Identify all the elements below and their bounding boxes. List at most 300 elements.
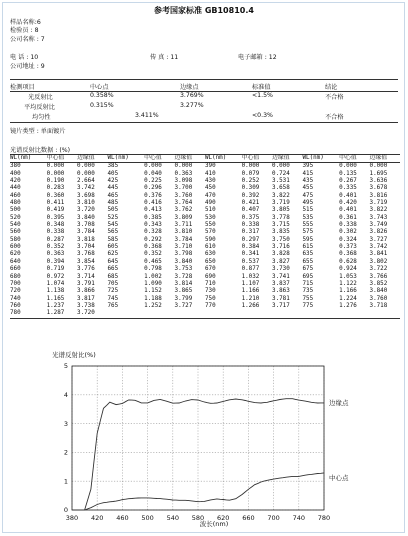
table-cell: 0.317 xyxy=(241,229,260,236)
table-cell: 765 xyxy=(107,302,119,309)
table-cell: 0.000 xyxy=(77,170,95,177)
table-cell: 3.840 xyxy=(174,258,193,265)
table-cell: 0.341 xyxy=(241,251,260,258)
table-cell: 0.000 xyxy=(241,163,260,170)
table-cell: 3.711 xyxy=(174,222,193,229)
table-cell: 0.296 xyxy=(144,185,162,192)
table-cell: 0.416 xyxy=(144,200,162,207)
table-cell: 715 xyxy=(302,280,314,287)
table-cell: 0.413 xyxy=(144,207,162,214)
table-cell: 730 xyxy=(205,288,216,295)
x-tick-label: 580 xyxy=(191,514,205,522)
table-cell: 3.742 xyxy=(77,185,95,192)
table-cell: 3.715 xyxy=(272,222,290,229)
table-cell: 3.841 xyxy=(369,251,388,258)
table-cell: 670 xyxy=(205,266,216,273)
table-cell: 465 xyxy=(107,192,119,199)
summary-header-center: 中心点 xyxy=(90,84,109,91)
table-cell: 0.135 xyxy=(339,170,357,177)
table-cell: 415 xyxy=(302,170,314,177)
summary-cell: 平均反射比 xyxy=(24,104,55,111)
table-cell: 3.531 xyxy=(272,178,290,185)
table-cell: 3.784 xyxy=(77,229,95,236)
table-cell: 0.368 xyxy=(339,251,357,258)
table-cell: 750 xyxy=(205,295,216,302)
table-cell: 0.465 xyxy=(144,258,162,265)
table-cell: 0.302 xyxy=(339,229,357,236)
table-cell: 700 xyxy=(10,280,21,287)
table-cell: 620 xyxy=(10,251,21,258)
table-cell: 0.335 xyxy=(339,185,357,192)
table-header-cell: 中心值 xyxy=(241,155,260,161)
table-cell: 0.352 xyxy=(46,244,65,251)
table-cell: 0.000 xyxy=(369,163,388,170)
table-header-cell: WL(nm) xyxy=(107,155,129,161)
table-cell: 3.714 xyxy=(77,273,95,280)
plot-border xyxy=(72,366,324,510)
table-cell: 630 xyxy=(205,251,216,258)
summary-cell: 3.411% xyxy=(135,112,159,119)
table-cell: 0.348 xyxy=(46,222,65,229)
table-cell: 3.810 xyxy=(174,229,193,236)
summary-cell: 均匀性 xyxy=(32,114,51,121)
table-cell: 385 xyxy=(107,163,119,170)
table-cell: 420 xyxy=(10,178,21,185)
table-cell: 3.760 xyxy=(174,192,193,199)
table-cell: 3.098 xyxy=(174,178,193,185)
table-cell: 3.730 xyxy=(272,266,290,273)
x-tick-label: 380 xyxy=(65,514,79,522)
table-cell: 510 xyxy=(205,207,216,214)
table-cell: 1.138 xyxy=(46,288,65,295)
table-cell: 1.002 xyxy=(144,273,162,280)
table-cell: 485 xyxy=(107,200,119,207)
table-cell: 3.753 xyxy=(174,266,193,273)
table-cell: 0.363 xyxy=(46,251,65,258)
table-cell: 1.032 xyxy=(241,273,260,280)
table-cell: 675 xyxy=(302,266,314,273)
table-cell: 3.743 xyxy=(369,214,388,221)
report-title: 参考国家标准 GB10810.4 xyxy=(154,6,254,15)
table-cell: 770 xyxy=(205,302,216,309)
table-cell: 685 xyxy=(107,273,119,280)
table-cell: 690 xyxy=(205,273,216,280)
table-cell: 3.778 xyxy=(272,214,290,221)
table-cell: 430 xyxy=(205,178,216,185)
table-cell: 1.224 xyxy=(339,295,357,302)
table-header-cell: 边缘值 xyxy=(272,155,290,161)
table-cell: 3.718 xyxy=(369,302,388,309)
table-cell: 590 xyxy=(205,236,216,243)
table-cell: 3.827 xyxy=(272,258,290,265)
table-cell: 0.401 xyxy=(339,192,357,199)
table-cell: 3.865 xyxy=(174,288,193,295)
table-cell: 0.407 xyxy=(241,207,260,214)
table-cell: 0.283 xyxy=(46,185,65,192)
y-tick-label: 4 xyxy=(63,391,68,399)
table-cell: 560 xyxy=(10,229,21,236)
table-cell: 775 xyxy=(302,302,314,309)
table-cell: 0.361 xyxy=(339,214,357,221)
table-cell: 0.877 xyxy=(241,266,260,273)
table-cell: 0.297 xyxy=(241,236,260,243)
postal: 电子邮箱 : 12 xyxy=(238,54,277,61)
x-tick-label: 660 xyxy=(242,514,255,522)
summary-header-conclusion: 结论 xyxy=(325,84,338,91)
table-cell: 1.188 xyxy=(144,295,162,302)
company-name: 公司名称 : 7 xyxy=(10,35,45,43)
table-cell: 3.698 xyxy=(77,192,95,199)
table-cell: 3.866 xyxy=(77,288,95,295)
x-tick-label: 700 xyxy=(267,514,280,522)
table-cell: 440 xyxy=(10,185,21,192)
legend-edge: 边缘点 xyxy=(329,399,349,407)
table-cell: 0.000 xyxy=(144,163,162,170)
x-tick-label: 620 xyxy=(216,514,230,522)
table-cell: 1.266 xyxy=(241,302,260,309)
table-cell: 0.375 xyxy=(241,214,260,221)
summary-header-standard: 标准值 xyxy=(252,84,271,91)
summary-cell: 3.769% xyxy=(180,92,204,99)
table-cell: 1.122 xyxy=(339,280,357,287)
table-cell: 0.000 xyxy=(272,163,290,170)
table-cell: 680 xyxy=(10,273,21,280)
table-cell: 1.210 xyxy=(241,295,260,302)
table-header-cell: 中心值 xyxy=(339,155,357,161)
table-cell: 570 xyxy=(205,229,216,236)
table-cell: 540 xyxy=(10,222,21,229)
table-cell: 3.822 xyxy=(369,207,388,214)
table-cell: 0.267 xyxy=(339,178,357,185)
table-cell: 0.352 xyxy=(144,251,162,258)
table-cell: 635 xyxy=(302,251,314,258)
x-tick-label: 460 xyxy=(116,514,129,522)
table-cell: 1.237 xyxy=(46,302,65,309)
table-cell: 380 xyxy=(10,163,21,170)
phone: 电 话 : 10 xyxy=(10,54,39,61)
table-cell: 3.716 xyxy=(272,244,290,251)
table-cell: 1.166 xyxy=(241,288,260,295)
table-cell: 600 xyxy=(10,244,21,251)
table-cell: 515 xyxy=(302,207,314,214)
table-header-cell: WL(nm) xyxy=(10,155,32,161)
x-tick-label: 420 xyxy=(90,514,104,522)
table-cell: 720 xyxy=(10,288,21,295)
table-cell: 780 xyxy=(10,310,21,317)
table-cell: 3.710 xyxy=(174,244,193,251)
table-cell: 3.742 xyxy=(369,244,388,251)
table-cell: 615 xyxy=(302,244,314,251)
table-cell: 0.401 xyxy=(339,207,357,214)
table-cell: 0.343 xyxy=(144,222,162,229)
table-cell: 3.826 xyxy=(369,229,388,236)
x-tick-label: 740 xyxy=(292,514,306,522)
table-cell: 3.760 xyxy=(369,295,388,302)
table-cell: 0.373 xyxy=(339,244,357,251)
table-cell: 0.328 xyxy=(144,229,162,236)
table-cell: 0.338 xyxy=(46,229,65,236)
table-cell: 610 xyxy=(205,244,216,251)
table-cell: 0.000 xyxy=(46,163,65,170)
table-cell: 3.816 xyxy=(369,192,388,199)
chart-axes xyxy=(64,362,330,522)
table-cell: 0.000 xyxy=(339,163,357,170)
y-tick-label: 5 xyxy=(63,362,68,371)
table-cell: 3.720 xyxy=(77,207,95,214)
x-tick-label: 780 xyxy=(317,514,331,522)
table-cell: 410 xyxy=(205,170,216,177)
table-header-cell: 边缘值 xyxy=(77,155,95,161)
table-cell: 625 xyxy=(107,251,119,258)
table-cell: 525 xyxy=(107,214,119,221)
table-cell: 3.766 xyxy=(369,273,388,280)
summary-cell: 不合格 xyxy=(325,114,344,121)
table-cell: 400 xyxy=(10,170,21,177)
sample-name: 样品名称:6 xyxy=(10,19,41,26)
table-cell: 390 xyxy=(205,163,216,170)
table-cell: 575 xyxy=(302,229,314,236)
legend-center: 中心点 xyxy=(329,474,349,482)
table-cell: 0.000 xyxy=(77,163,95,170)
summary-cell: <0.3% xyxy=(252,112,273,119)
table-cell: 3.805 xyxy=(272,207,290,214)
table-cell: 580 xyxy=(10,236,21,243)
table-cell: 710 xyxy=(205,280,216,287)
table-cell: 3.741 xyxy=(272,273,290,280)
table-cell: 3.749 xyxy=(369,222,388,229)
table-cell: 3.784 xyxy=(174,236,193,243)
table-cell: 0.392 xyxy=(241,192,260,199)
lens-type: 镜片类型 : 单面镀片 xyxy=(10,128,66,135)
inspector: 检验员 : 8 xyxy=(10,27,39,35)
summary-cell: 0.315% xyxy=(90,102,114,109)
table-cell: 3.791 xyxy=(77,280,95,287)
table-cell: 3.708 xyxy=(77,222,95,229)
table-cell: 565 xyxy=(107,229,119,236)
table-cell: 460 xyxy=(10,192,21,199)
table-cell: 3.727 xyxy=(369,236,388,243)
table-cell: 0.338 xyxy=(339,222,357,229)
chart-lines xyxy=(72,399,324,510)
table-cell: 655 xyxy=(302,258,314,265)
table-cell: 0.225 xyxy=(144,178,162,185)
summary-cell: 不合格 xyxy=(325,94,344,101)
table-cell: 535 xyxy=(302,214,314,221)
table-cell: 480 xyxy=(10,200,21,207)
table-cell: 0.287 xyxy=(46,236,65,243)
table-cell: 1.695 xyxy=(369,170,388,177)
table-cell: 3.768 xyxy=(77,251,95,258)
table-cell: 445 xyxy=(107,185,119,192)
fax: 传 真 : 11 xyxy=(150,54,179,61)
table-cell: 1.090 xyxy=(144,280,162,287)
table-cell: 3.704 xyxy=(77,244,95,251)
table-cell: 3.738 xyxy=(77,302,95,309)
table-cell: 3.828 xyxy=(272,251,290,258)
table-cell: 665 xyxy=(107,266,119,273)
table-cell: 520 xyxy=(10,214,21,221)
summary-cell: 3.277% xyxy=(180,102,204,109)
series-line-0 xyxy=(72,399,324,510)
table-cell: 660 xyxy=(10,266,21,273)
y-tick-label: 3 xyxy=(63,419,68,428)
table-cell: 2.664 xyxy=(77,178,95,185)
table-cell: 735 xyxy=(302,288,314,295)
table-cell: 475 xyxy=(302,192,314,199)
table-cell: 0.411 xyxy=(46,200,65,207)
table-cell: 0.384 xyxy=(241,244,260,251)
table-cell: 3.636 xyxy=(369,178,388,185)
table-cell: 760 xyxy=(10,302,21,309)
table-cell: 0.798 xyxy=(144,266,162,273)
table-cell: 500 xyxy=(10,207,21,214)
table-cell: 455 xyxy=(302,185,314,192)
table-cell: 405 xyxy=(107,170,119,177)
table-header-cell: WL(nm) xyxy=(302,155,324,161)
table-cell: 3.717 xyxy=(272,302,290,309)
data-title: 光谱反射比数据 : (%) xyxy=(10,147,71,154)
table-cell: 0.309 xyxy=(241,185,260,192)
table-cell: 3.781 xyxy=(272,295,290,302)
y-tick-label: 0 xyxy=(63,506,68,515)
table-cell: 0.360 xyxy=(46,192,65,199)
table-cell: 3.817 xyxy=(77,295,95,302)
table-cell: 550 xyxy=(205,222,216,229)
table-cell: 0.385 xyxy=(144,214,162,221)
table-cell: 530 xyxy=(205,214,216,221)
table-cell: 0.419 xyxy=(46,207,65,214)
table-cell: 645 xyxy=(107,258,119,265)
table-cell: 0.040 xyxy=(144,170,162,177)
table-cell: 640 xyxy=(10,258,21,265)
table-cell: 3.799 xyxy=(174,295,193,302)
table-header-cell: 边缘值 xyxy=(369,155,388,161)
table-cell: 3.750 xyxy=(272,236,290,243)
table-cell: 3.776 xyxy=(77,266,95,273)
table-cell: 3.809 xyxy=(174,214,193,221)
table-cell: 0.719 xyxy=(46,266,65,273)
table-cell: 3.852 xyxy=(369,280,388,287)
x-tick-label: 540 xyxy=(166,514,180,522)
table-cell: 1.166 xyxy=(339,288,357,295)
table-header-cell: WL(nm) xyxy=(205,155,227,161)
table-cell: 3.678 xyxy=(369,185,388,192)
table-cell: 0.972 xyxy=(46,273,65,280)
table-cell: 1.252 xyxy=(144,302,162,309)
table-cell: 0.000 xyxy=(174,163,193,170)
table-cell: 755 xyxy=(302,295,314,302)
table-cell: 3.835 xyxy=(272,229,290,236)
summary-header-edge: 边缘点 xyxy=(180,84,199,91)
table-cell: 3.762 xyxy=(174,207,193,214)
table-cell: 3.840 xyxy=(77,214,95,221)
table-cell: 545 xyxy=(107,222,119,229)
table-cell: 1.107 xyxy=(241,280,260,287)
table-cell: 1.287 xyxy=(46,310,65,317)
table-cell: 740 xyxy=(10,295,21,302)
table-cell: 725 xyxy=(107,288,119,295)
chart-ylabel: 光谱反射比(%) xyxy=(52,351,96,359)
table-cell: 3.728 xyxy=(174,273,193,280)
table-cell: 470 xyxy=(205,192,216,199)
table-cell: 3.840 xyxy=(369,288,388,295)
table-cell: 425 xyxy=(107,178,119,185)
table-cell: 3.658 xyxy=(272,185,290,192)
table-cell: 1.053 xyxy=(339,273,357,280)
table-cell: 555 xyxy=(302,222,314,229)
table-cell: 3.798 xyxy=(174,251,193,258)
table-cell: 705 xyxy=(107,280,119,287)
table-cell: 595 xyxy=(302,236,314,243)
table-header-cell: 中心值 xyxy=(46,155,65,161)
table-cell: 0.338 xyxy=(241,222,260,229)
company-address: 公司地址 : 9 xyxy=(10,63,45,70)
table-header-cell: 边缘值 xyxy=(174,155,193,161)
chart-xlabel: 波长(nm) xyxy=(199,520,229,528)
summary-cell: 光反射比 xyxy=(28,94,53,101)
table-cell: 0.420 xyxy=(339,200,357,207)
chart-grid xyxy=(72,366,324,510)
table-cell: 3.802 xyxy=(369,258,388,265)
table-cell: 3.722 xyxy=(369,266,388,273)
table-cell: 3.700 xyxy=(174,185,193,192)
table-cell: 0.252 xyxy=(241,178,260,185)
table-cell: 3.818 xyxy=(77,236,95,243)
table-cell: 1.165 xyxy=(46,295,65,302)
table-cell: 0.537 xyxy=(241,258,260,265)
y-tick-label: 1 xyxy=(63,477,68,486)
summary-cell: 0.358% xyxy=(90,92,114,99)
table-cell: 3.719 xyxy=(369,200,388,207)
table-cell: 695 xyxy=(302,273,314,280)
table-cell: 0.324 xyxy=(339,236,357,243)
x-tick-label: 500 xyxy=(141,514,154,522)
table-cell: 3.837 xyxy=(272,280,290,287)
table-cell: 0.724 xyxy=(272,170,290,177)
table-cell: 605 xyxy=(107,244,119,251)
table-cell: 3.764 xyxy=(174,200,193,207)
table-cell: 0.376 xyxy=(144,192,162,199)
table-cell: 0.628 xyxy=(339,258,357,265)
summary-header-item: 检测项目 xyxy=(10,84,35,91)
table-cell: 0.292 xyxy=(144,236,162,243)
table-cell: 435 xyxy=(302,178,314,185)
table-cell: 1.276 xyxy=(339,302,357,309)
table-cell: 0.395 xyxy=(46,214,65,221)
table-cell: 395 xyxy=(302,163,314,170)
table-cell: 3.810 xyxy=(77,200,95,207)
table-cell: 0.079 xyxy=(241,170,260,177)
table-cell: 585 xyxy=(107,236,119,243)
table-cell: 3.863 xyxy=(272,288,290,295)
table-cell: 3.854 xyxy=(77,258,95,265)
table-cell: 3.822 xyxy=(272,192,290,199)
table-header-cell: 中心值 xyxy=(144,155,162,161)
y-tick-label: 2 xyxy=(63,448,68,457)
table-cell: 3.719 xyxy=(272,200,290,207)
table-cell: 0.394 xyxy=(46,258,65,265)
table-cell: 3.814 xyxy=(174,280,193,287)
table-cell: 3.720 xyxy=(77,310,95,317)
table-cell: 490 xyxy=(205,200,216,207)
table-cell: 745 xyxy=(107,295,119,302)
table-cell: 1.074 xyxy=(46,280,65,287)
table-cell: 3.727 xyxy=(174,302,193,309)
table-cell: 0.368 xyxy=(144,244,162,251)
table-cell: 1.152 xyxy=(144,288,162,295)
table-cell: 0.190 xyxy=(46,178,65,185)
table-cell: 0.924 xyxy=(339,266,357,273)
